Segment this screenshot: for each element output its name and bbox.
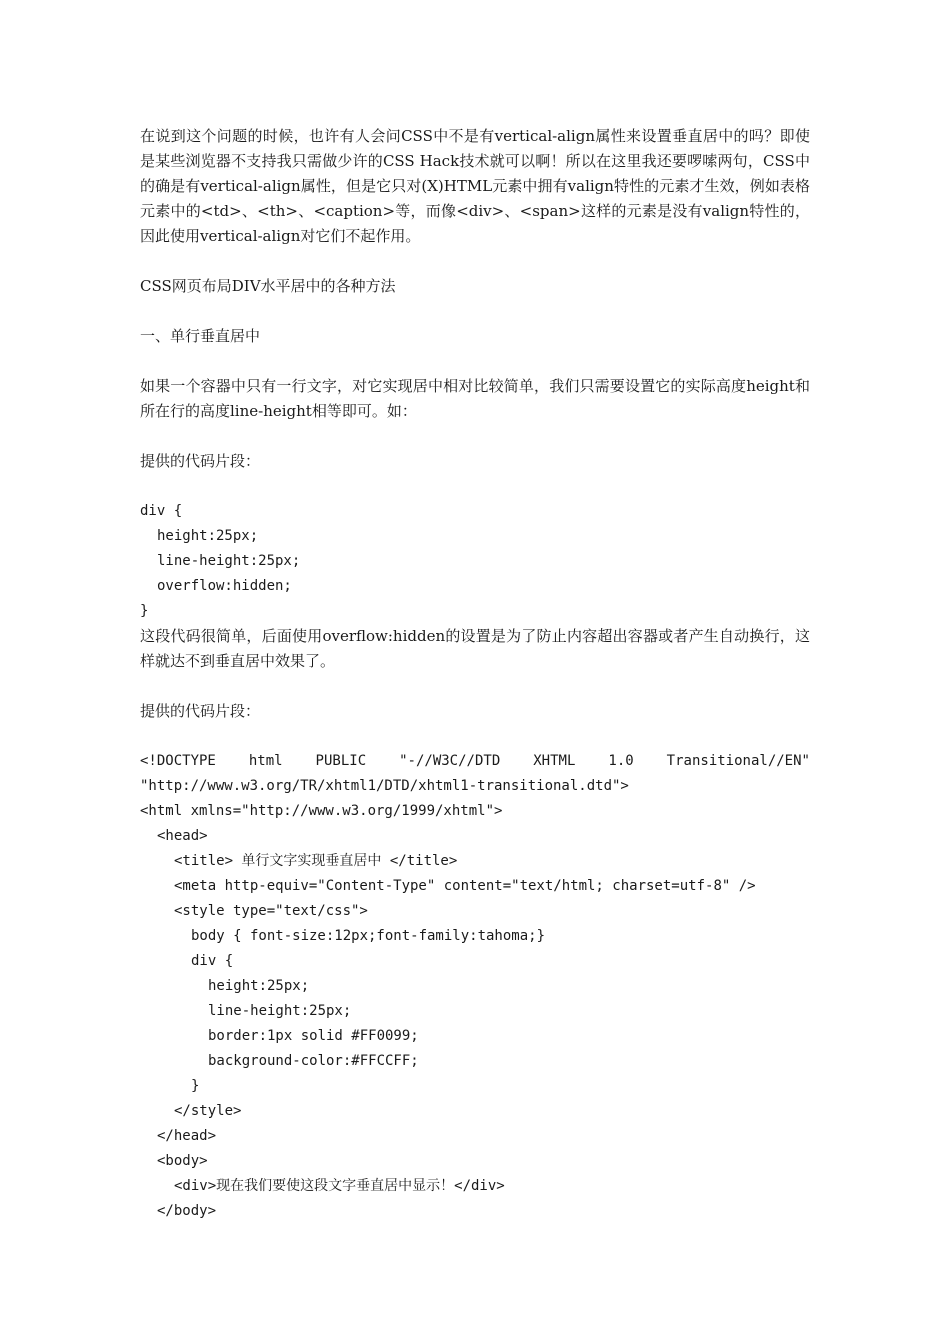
intro-paragraph: 在说到这个问题的时候，也许有人会问CSS中不是有vertical-align属性来设置垂直居中的吗？即使是某些浏览器不支持我只需做少许的CSS Hack技术就可以啊！所以在这里我还要啰嗦两句，CSS中的确是有vertical-align属性，但是它只对(X)HTML元素中拥有valign特性的元素才生效，例如表格元素中的<td>、<th>、<caption>等，而像<div>、<span>这样的元素是没有valign特性的，因此使用vertical-align对它们不起作用。 (140, 127, 810, 245)
code-token: html (248, 753, 283, 769)
code-line: </body> (157, 1203, 217, 1219)
spacer (140, 349, 810, 374)
code-line: border:1px solid #FF0099; (208, 1028, 419, 1044)
code-line: <style type="text/css"> (174, 903, 368, 919)
document-content (140, 124, 810, 1224)
code-line: </head> (157, 1128, 217, 1144)
code-token: "-//W3C//DTD (399, 753, 501, 769)
code-token: PUBLIC (315, 753, 367, 769)
spacer (140, 474, 810, 499)
code-line: <head> (157, 828, 208, 844)
section-heading: 一、单行垂直居中 (140, 327, 261, 345)
code-token: Transitional//EN" (666, 753, 810, 769)
spacer (140, 424, 810, 449)
code-line: div { (140, 503, 183, 519)
code-line: <meta http-equiv="Content-Type" content="text/html; charset=utf-8" /> (174, 878, 756, 894)
code-line: line-height:25px; (157, 553, 301, 569)
code-line: <body> (157, 1153, 208, 1169)
code-line: } (140, 603, 149, 619)
code-token: XHTML (533, 753, 576, 769)
spacer (140, 724, 810, 749)
code-token: 1.0 (608, 753, 634, 769)
spacer (140, 249, 810, 274)
code-line: overflow:hidden; (157, 578, 292, 594)
code-line: line-height:25px; (208, 1003, 352, 1019)
explanation-paragraph: 这段代码很简单，后面使用overflow:hidden的设置是为了防止内容超出容器或者产生自动换行，这样就达不到垂直居中效果了。 (140, 627, 810, 670)
spacer (140, 674, 810, 699)
code-label: 提供的代码片段： (140, 702, 261, 720)
code-block-html (140, 749, 810, 1224)
code-line: div { (191, 953, 234, 969)
code-line: height:25px; (208, 978, 310, 994)
code-line: body { font-size:12px;font-family:tahoma;} (191, 928, 546, 944)
spacer (140, 299, 810, 324)
code-line: "http://www.w3.org/TR/xhtml1/DTD/xhtml1-transitional.dtd"> (140, 778, 629, 794)
code-line: <title> 单行文字实现垂直居中 </title> (174, 853, 458, 869)
code-line: <html xmlns="http://www.w3.org/1999/xhtml"> (140, 803, 503, 819)
doctype-line (140, 749, 810, 774)
code-line: background-color:#FFCCFF; (208, 1053, 419, 1069)
code-line: <div>现在我们要使这段文字垂直居中显示！</div> (174, 1178, 505, 1194)
code-line: height:25px; (157, 528, 259, 544)
code-line: } (191, 1078, 200, 1094)
code-block-css (140, 499, 810, 624)
code-token: <!DOCTYPE (140, 753, 216, 769)
code-line: </style> (174, 1103, 242, 1119)
main-heading: CSS网页布局DIV水平居中的各种方法 (140, 277, 396, 295)
section-paragraph: 如果一个容器中只有一行文字，对它实现居中相对比较简单，我们只需要设置它的实际高度height和所在行的高度line-height相等即可。如： (140, 377, 810, 420)
code-label: 提供的代码片段： (140, 452, 261, 470)
